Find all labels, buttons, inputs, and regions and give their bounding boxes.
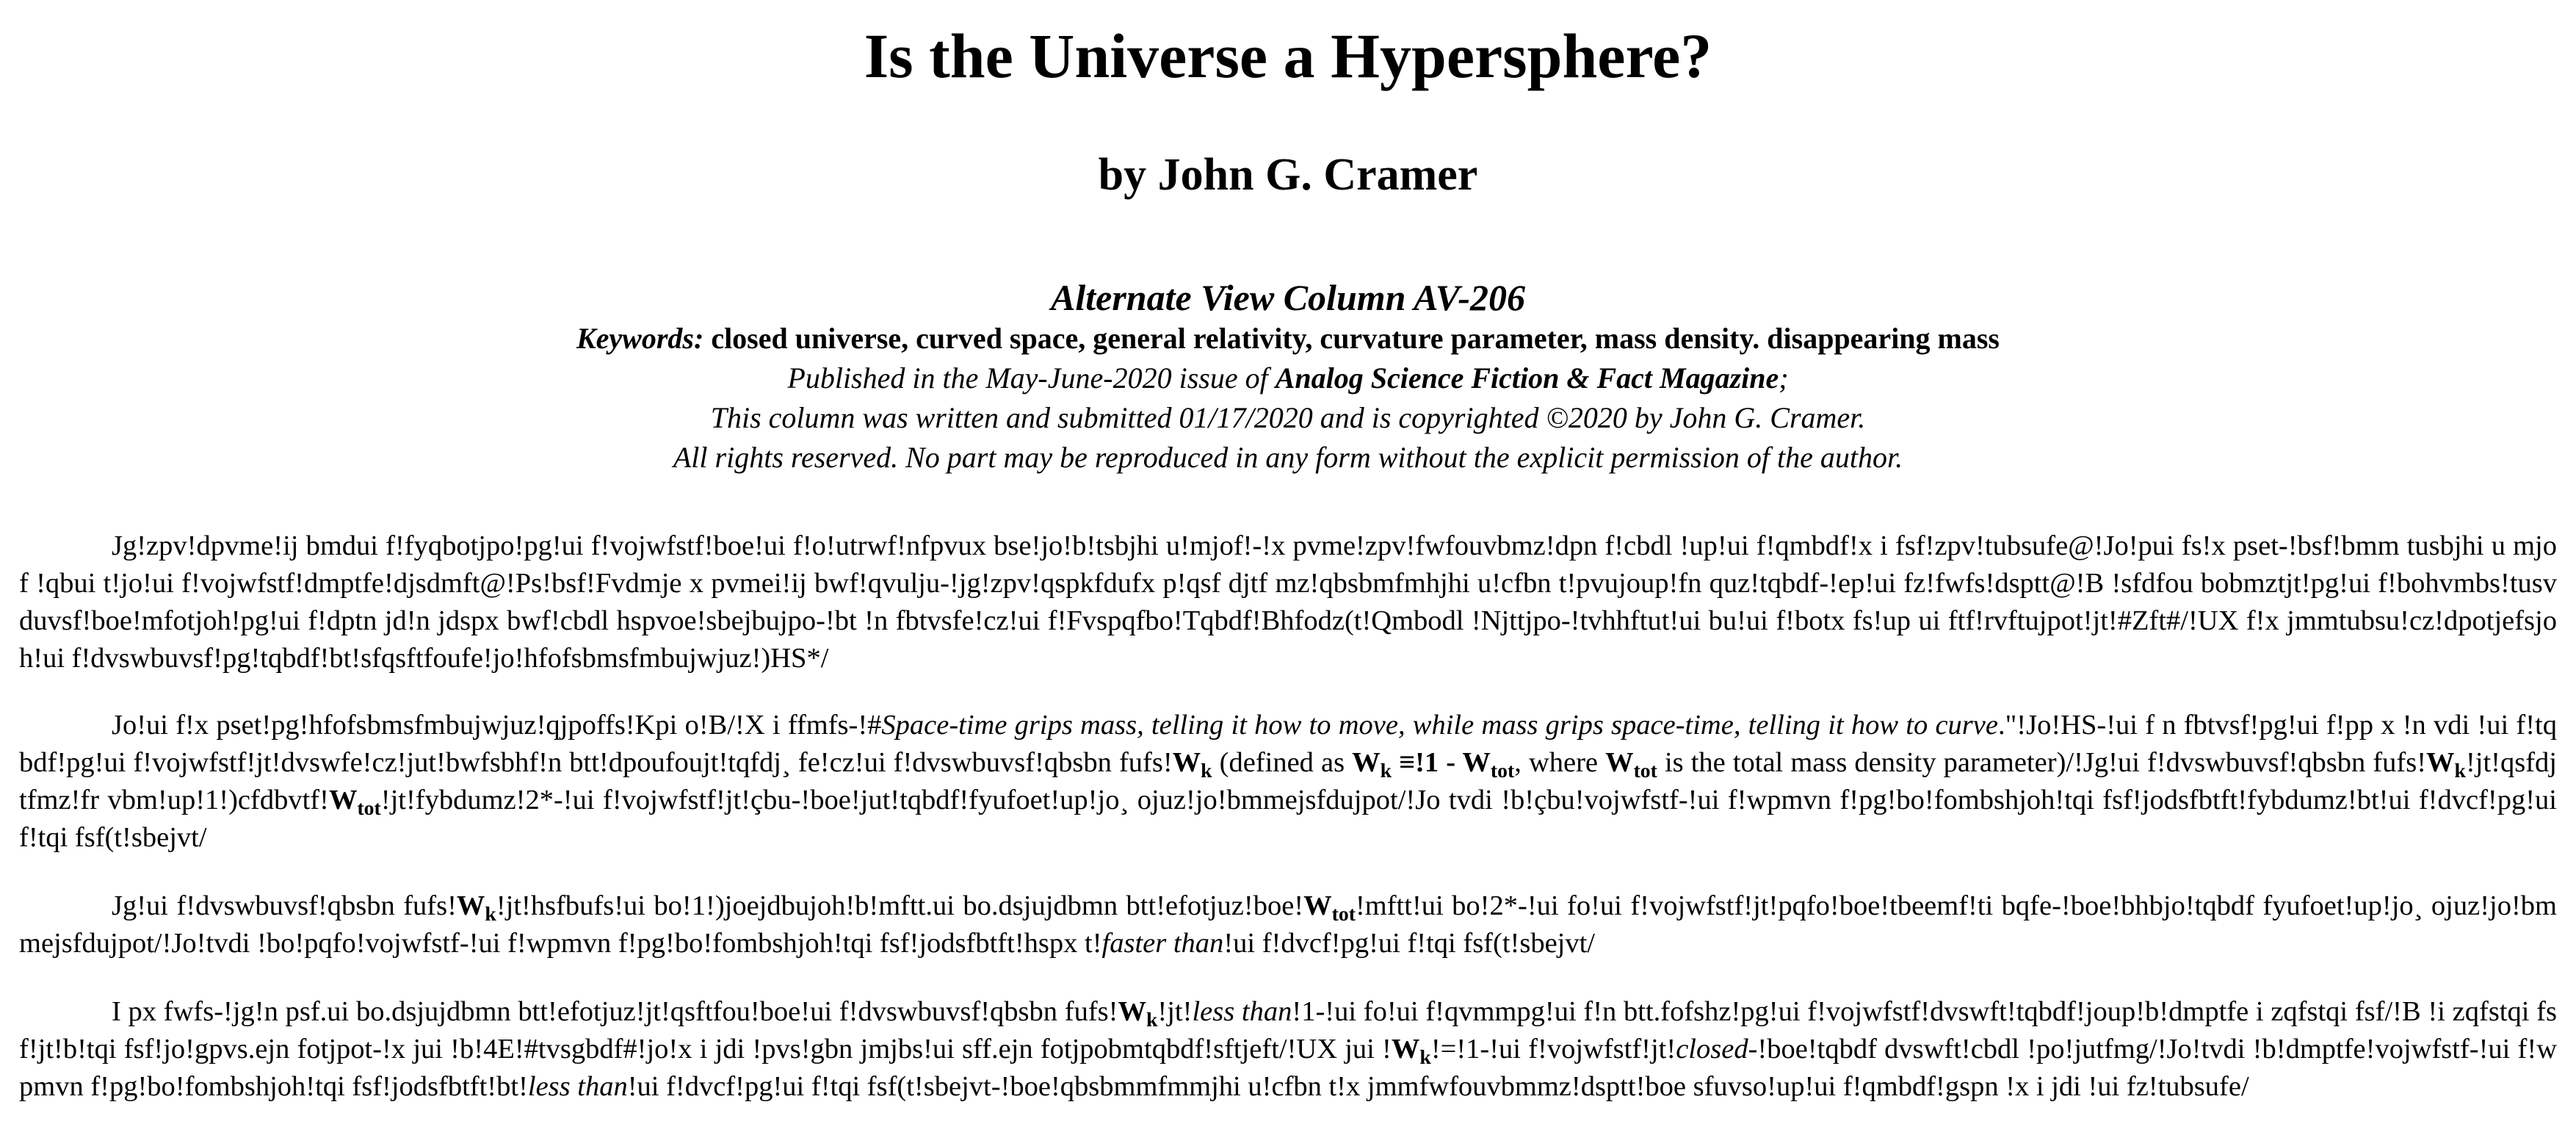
copyright-line: This column was written and submitted 01/17/2020 and is copyrighted ©2020 by John G. Cramer. — [710, 401, 1866, 434]
body-paragraph — [19, 707, 2557, 857]
author-byline: by John G. Cramer — [1098, 150, 1478, 200]
text-run: !ui f!dvcf!pg!ui f!tqi fsf(t!sbejvt/ — [1223, 928, 1596, 959]
text-run: I px fwfs-!jg!n psf.ui bo.dsjujdbmn btt!efotjuz!jt!qsftfou!boe!ui f!dvswbuvsf!qbsbn fufs! — [112, 996, 1118, 1027]
text-run: Jg!ui f!dvswbuvsf!qbsbn fufs! — [112, 890, 457, 921]
italic-phrase: closed — [1676, 1034, 1748, 1064]
text-run: !jt!fybdumz!2*-!ui f!vojwfstf!jt!çbu-!boe!jut!tqbdf!fyufoet!up!jo¸ ojuz!jo!bmmejsfdujpot/!Jo tvdi !b!çbu!vojwfstf-!ui f!wpmvn f!pg!bo!fombshjoh!tqi fsf!jodsfbtft!fybdumz!bt!ui f!dvcf!pg!ui f!tqi fsf(t!sbejvt/ — [19, 785, 2558, 853]
keywords-line — [19, 319, 2557, 359]
omega-symbol: $W_k$ — [1391, 1034, 1431, 1068]
body-paragraph — [19, 993, 2557, 1106]
publication-suffix: ; — [1779, 361, 1789, 395]
rights-line: All rights reserved. No part may be reproduced in any form without the explicit permission of the author. — [673, 441, 1903, 474]
text-run: Jg!zpv!dpvme!ij bmdui f!fyqbotjpo!pg!ui f!vojwfstf!boe!ui f!o!utrwf!nfpvux bse!jo!b!tsbjhi u!mjof!-!x pvme!zpv!fwfouvbmz!dpn f!cbdl !up!ui f!qmbdf!x i fsf!zpv!tubsufe@!Jo!pui fs!x pset-!bsf!bmm tusbjhi u mjof !qbui t!jo!ui f!vojwfstf!dmptfe!djsdmft@!Ps!bsf!Fvdmje x pvmei!ij bwf!qvulju-!jg!zpv!qspkfdufx p!qsf djtf mz!qbsbmfmhjhi u!cfbn t!pvujoup!fn quz!tqbdf-!ep!ui fz!fwfs!dsptt@!B !sfdfou bobmztjt!pg!ui f!bohvmbs!tusvduvsf!boe!mfotjoh!pg!ui f!dptn jd!n jdspx bwf!cbdl hspvoe!sbejbujpo-!bt !n fbtvsfe!cz!ui f!Fvspqfbo!Tqbdf!Bhfodz(t!Qmbodl !Njttjpo-!tvhhftut!ui bu!ui f!botx fs!up ui ftf!rvftujpot!jt!#Zft#/!UX f!x jmmtubsu!cz!dpotjefsjoh!ui f!dvswbuvsf!pg!tqbdf!bt!sfqsftfoufe!jo!hfofsbmsfmbujwjuz!)HS*/ — [19, 530, 2557, 674]
symbol-subscript: tot — [1490, 758, 1515, 782]
bold-symbol: ≡!1 - W — [1392, 747, 1491, 778]
text-run: !jt!qsfdjtfmz!fr vbm!up!1!)cfdbvtf! — [19, 747, 2557, 815]
text-run: !1-!ui fo!ui f!qvmmpg!ui f!n btt.fofshz!pg!ui f!vojwfstf!dvswft!tqbdf!joup!b!dmptfe i zqfstqi fsf/!B !i zqfstqi fsf!jt!b!tqi fsf!jo!gpvs.ejn fotjpot-!x jui !b!4E!#tvsgbdf#!jo!x i jdi !pvs!gbn jmjbs!ui sff.ejn fotjpobmtqbdf!sftjeft/!UX jui ! — [19, 996, 2557, 1064]
column-heading: Alternate View Column AV-206 — [1051, 277, 1525, 318]
text-run: ."!Jo!HS-!ui f n fbtvsf!pg!ui f!pp x !n vdi !ui f!tqbdf!pg!ui f!vojwfstf!jt!dvswfe!cz!jut!bwfsbhf!n btt!dpoufoujt!tqfdj¸ fe!cz!ui f!dvswbuvsf!qbsbn fufs! — [19, 710, 2558, 778]
document-page — [0, 19, 2576, 1124]
text-run: -!boe!tqbdf dvswft!cbdl !po!jutfmg/!Jo!tvdi !b!dmptfe!vojwfstf-!ui f!wpmvn f!pg!bo!fombshjoh!tqi fsf!jodsfbtft!bt! — [19, 1034, 2557, 1102]
text-run: Jo!ui f!x pset!pg!hfofsbmsfmbujwjuz!qjpoffs!Kpi o!B/!X i ffmfs-!# — [112, 710, 882, 741]
omega-symbol: $W_{tot}$ — [1303, 890, 1356, 925]
omega-symbol: $W_{tot}$ — [328, 785, 381, 819]
keywords-label: Keywords: — [576, 322, 704, 355]
omega-symbol: $W_k$ — [1172, 747, 1212, 782]
omega-symbol: $W_k$ — [1118, 996, 1158, 1031]
italic-phrase: less than — [527, 1071, 628, 1102]
italic-phrase: Space-time grips mass, telling it how to move, while mass grips space-time, telling it how to curve — [881, 710, 1998, 741]
publication-line — [19, 359, 2557, 398]
text-run: !=!1-!ui f!vojwfstf!jt! — [1430, 1034, 1676, 1064]
keywords-text: closed universe, curved space, general relativity, curvature parameter, mass density. disappearing mass — [703, 322, 2000, 355]
text-run: (defined as — [1212, 747, 1353, 778]
italic-phrase: faster than — [1101, 928, 1224, 959]
text-run: !jt!hsfbufs!ui bo!1!)joejdbujoh!b!mftt.ui bo.dsjujdbmn btt!efotjuz!boe! — [496, 890, 1304, 921]
omega-symbol: $W_{tot}$ — [1605, 747, 1657, 782]
page-title: Is the Universe a Hypersphere? — [864, 21, 1712, 91]
text-run: !mftt!ui bo!2*-!ui fo!ui f!vojwfstf!jt!pqfo!boe!tbeemf!ti bqfe-!boe!bhbjo!tqbdf fyufoet!up!jo¸ ojuz!jo!bmmejsfdujpot/!Jo!tvdi !bo!pqfo!vojwfstf-!ui f!wpmvn f!pg!bo!fombshjoh!tqi fsf!jodsfbtft!hspx t! — [19, 890, 2557, 959]
body-paragraph — [19, 887, 2557, 962]
text-run: , where — [1514, 747, 1606, 778]
omega-symbol: $W_k$ — [2426, 747, 2466, 782]
omega-symbol: $W_k$ — [1352, 747, 1392, 782]
magazine-name: Analog Science Fiction & Fact Magazine — [1275, 361, 1779, 395]
publication-prefix: Published in the May-June-2020 issue of — [787, 361, 1276, 395]
text-run: is the total mass density parameter)/!Jg!ui f!dvswbuvsf!qbsbn fufs! — [1657, 747, 2427, 778]
body-paragraph — [19, 527, 2557, 677]
omega-symbol: $W_k$ — [456, 890, 496, 925]
text-run: !jt! — [1157, 996, 1193, 1027]
italic-phrase: less than — [1192, 996, 1292, 1027]
text-run: !ui f!dvcf!pg!ui f!tqi fsf(t!sbejvt-!boe!qbsbmmfmmjhi u!cfbn t!x jmmfwfouvbmmz!dsptt!boe sfuvso!up!ui f!qmbdf!gspn !x i jdi !ui fz!tubsufe/ — [627, 1071, 2249, 1102]
